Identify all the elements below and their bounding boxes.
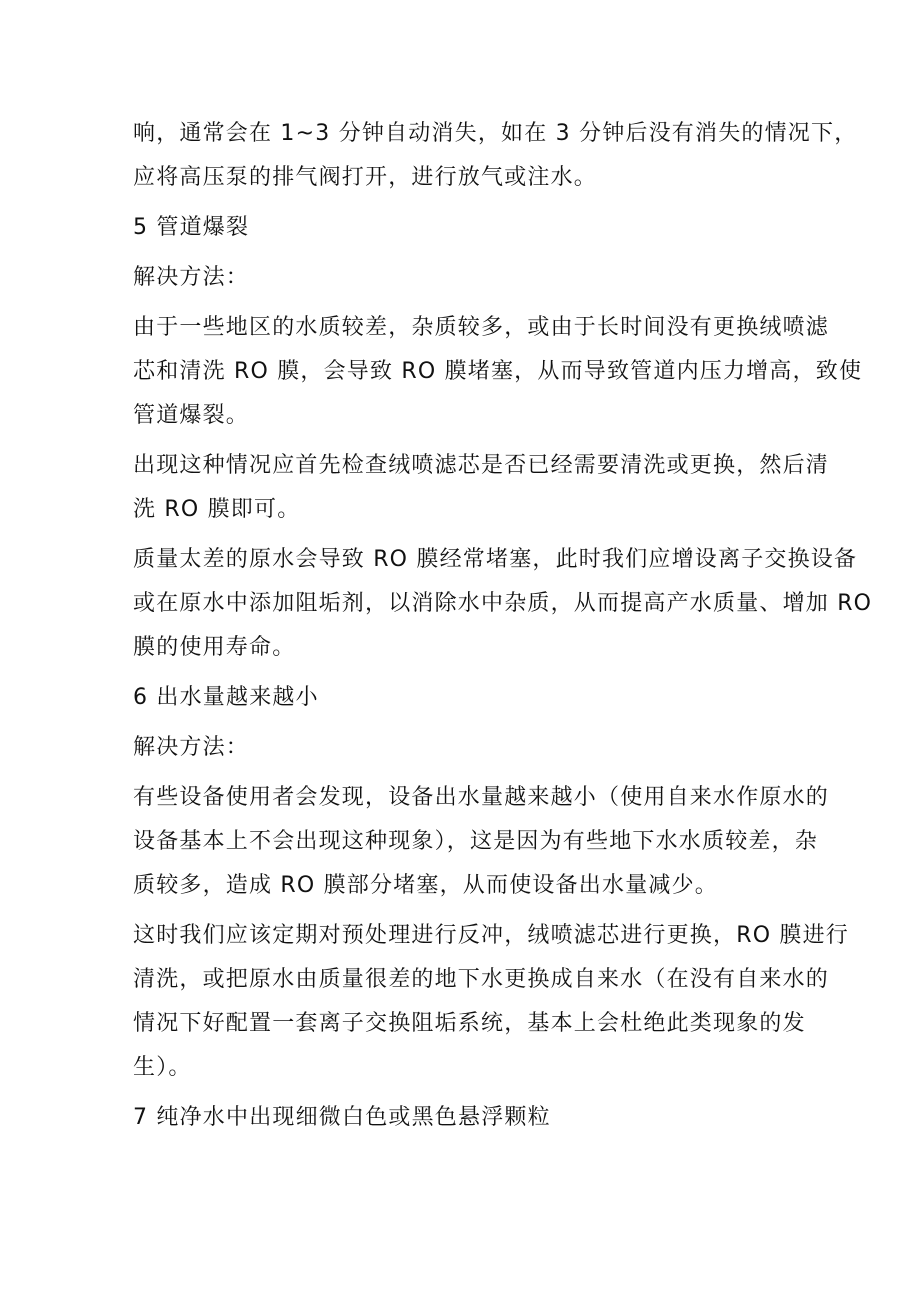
text-line: 或在原水中添加阻垢剂，以消除水中杂质，从而提高产水质量、增加 RO [133, 591, 873, 616]
paragraph-output-decreasing [133, 776, 830, 908]
heading-text: 7 纯净水中出现细微白色或黑色悬浮颗粒 [133, 1105, 551, 1130]
section-heading-6 [133, 676, 798, 720]
paragraph-raw-water-quality [133, 538, 873, 670]
section-heading-7 [133, 1096, 798, 1140]
solution-label [133, 256, 798, 300]
text-line: 管道爆裂。 [133, 403, 250, 428]
label-text: 解决方法： [133, 265, 250, 290]
text-line: 由于一些地区的水质较差，杂质较多，或由于长时间没有更换绒喷滤 [133, 315, 830, 340]
text-line: 芯和清洗 RO 膜，会导致 RO 膜堵塞，从而导致管道内压力增高，致使 [133, 359, 863, 384]
heading-text: 6 出水量越来越小 [133, 685, 319, 710]
text-line: 设备基本上不会出现这种现象），这是因为有些地下水水质较差，杂 [133, 829, 819, 854]
section-heading-5 [133, 206, 798, 250]
text-line: 膜的使用寿命。 [133, 635, 296, 660]
text-line: 质量太差的原水会导致 RO 膜经常堵塞，此时我们应增设离子交换设备 [133, 547, 858, 572]
text-line: 质较多，造成 RO 膜部分堵塞，从而使设备出水量减少。 [133, 873, 718, 898]
text-line: 响，通常会在 1~3 分钟自动消失，如在 3 分钟后没有消失的情况下， [133, 121, 858, 146]
label-text: 解决方法： [133, 735, 250, 760]
text-line: 这时我们应该定期对预处理进行反冲，绒喷滤芯进行更换，RO 膜进行 [133, 923, 849, 948]
paragraph-backwash-remedy [133, 914, 849, 1090]
text-line: 清洗，或把原水由质量很差的地下水更换成自来水（在没有自来水的 [133, 967, 830, 992]
solution-label [133, 726, 798, 770]
paragraph-air-bleeding [133, 112, 858, 200]
document-body [133, 112, 873, 1140]
text-line: 生）。 [133, 1055, 192, 1080]
heading-text: 5 管道爆裂 [133, 215, 250, 240]
text-line: 出现这种情况应首先检查绒喷滤芯是否已经需要清洗或更换，然后清 [133, 453, 830, 478]
text-line: 有些设备使用者会发现，设备出水量越来越小（使用自来水作原水的 [133, 785, 830, 810]
text-line: 应将高压泵的排气阀打开，进行放气或注水。 [133, 165, 598, 190]
text-line: 情况下好配置一套离子交换阻垢系统，基本上会杜绝此类现象的发 [133, 1011, 806, 1036]
paragraph-pipe-burst-cause [133, 306, 863, 438]
paragraph-check-filter [133, 444, 830, 532]
text-line: 洗 RO 膜即可。 [133, 497, 301, 522]
